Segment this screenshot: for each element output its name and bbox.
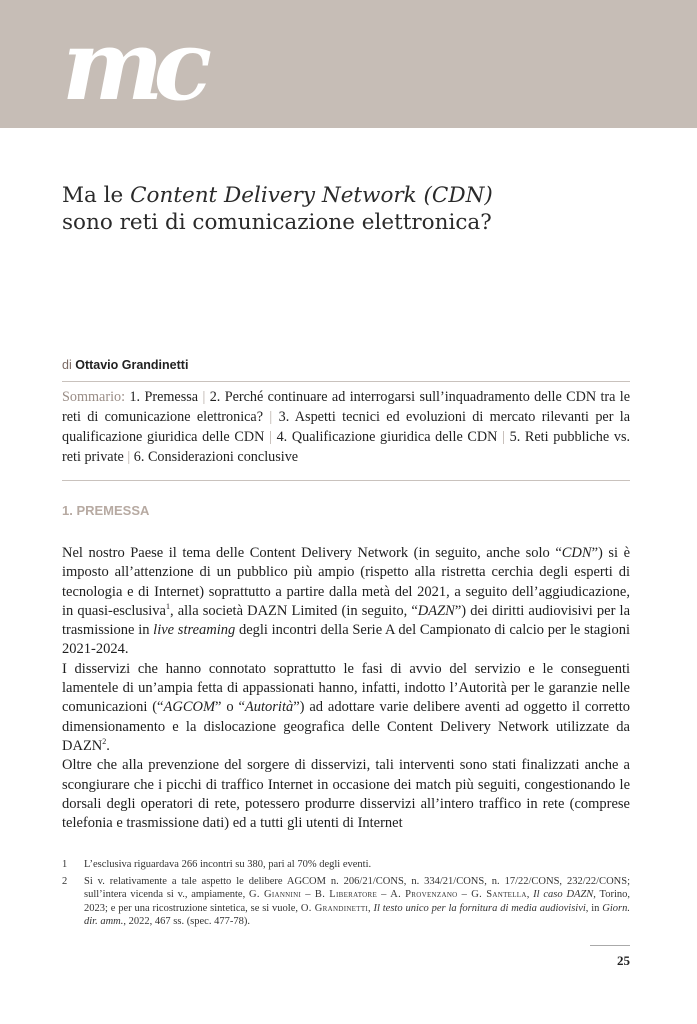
paragraph-1 — [62, 544, 630, 660]
author-line — [62, 358, 188, 372]
author-prefix: di — [62, 358, 72, 372]
footnote-ref-2: 2 — [102, 737, 107, 747]
journal-logo: mc — [62, 9, 203, 122]
text-run: I disservizi che hanno connotato soprattutto le fasi di avvio del servizio e le conseguenti lamentele di un’ampia fetta di appassionati hanno, infatti, indotto l’Autorità per le garanzie nelle comunicazioni (“ — [62, 660, 630, 716]
text-run: Si v. relativamente a tale aspetto le delibere AGCOM n. 206/21/CONS, n. 334/21/CONS, n. 17/22/CONS, 232/22/CONS; sull’intera vicenda si v., ampiamente, — [84, 876, 630, 901]
footnote-2 — [62, 875, 630, 928]
italic-run: Autorità — [244, 699, 294, 716]
footnote-number: 2 — [62, 876, 68, 888]
italic-run: DAZN — [417, 602, 455, 619]
summary-item: 5. Reti pubbliche vs. reti private — [62, 429, 631, 465]
text-run: , — [368, 902, 374, 914]
title-italic: Content Delivery Network (CDN) — [130, 183, 493, 208]
summary-item: 3. Aspetti tecnici ed evoluzioni di mercato rilevanti per la qualificazione giuridica delle CDN — [62, 409, 631, 445]
text-run: . — [106, 737, 110, 754]
paragraph-2 — [62, 660, 630, 756]
text-run: , alla società DAZN Limited (in seguito, “ — [169, 602, 418, 619]
text-run: degli incontri della Serie A del Campionato di calcio per le stagioni 2021-2024. — [62, 622, 630, 658]
paragraph-3: Oltre che alla prevenzione del sorgere di disservizi, tali interventi sono stati finalizzati anche a scongiurare che i picchi di traffico Internet in occasione dei match più seguiti, congestionando le dorsali degli operatori di rete, potessero produrre disservizi all’intero traffico in rete (comprese telefonia e trasmissione dati) ed a tutti gli utenti di Internet — [62, 757, 630, 832]
italic-run: Giorn. dir. amm. — [84, 902, 630, 927]
summary-item: 4. Qualificazione giuridica delle CDN — [276, 429, 498, 445]
footnote-1 — [62, 858, 630, 871]
title-prefix: Ma le — [62, 183, 131, 208]
author-names: G. Giannini – B. Liberatore – A. Provenzano – G. Santella — [249, 889, 527, 901]
author-names: O. Grandinetti — [300, 902, 369, 914]
summary-item: 2. Perché continuare ad interrogarsi sull’inquadramento delle CDN tra le reti di comunicazione elettronica? — [62, 389, 631, 425]
summary-separator: | — [269, 429, 272, 445]
italic-run: AGCOM — [163, 699, 216, 716]
summary-separator: | — [269, 409, 273, 425]
section-heading: 1. PREMESSA — [62, 503, 150, 518]
text-run: , 2022, 467 ss. (spec. 477-78). — [123, 915, 250, 927]
page-number-rule — [590, 945, 630, 946]
summary-bottom-rule — [62, 480, 630, 481]
text-run: ”) dei diritti audiovisivi per la trasmissione in — [62, 602, 631, 639]
body-text — [62, 544, 630, 833]
italic-run: Il caso DAZN — [533, 889, 594, 901]
summary-separator: | — [127, 449, 131, 465]
text-run: , Torino, 2023; e per una ricostruzione sintetica, se si vuole, — [84, 889, 631, 914]
page-number: 25 — [617, 953, 630, 968]
italic-run: CDN — [561, 545, 592, 561]
text-run: ” o “ — [215, 699, 245, 716]
text-run: , in — [585, 902, 603, 914]
footnote-number: 1 — [62, 859, 68, 870]
text-run: ”) si è imposto all’attenzione di un pubblico più ampio (rispetto alla ristretta cerchia degli esperti di tecnologia e di Internet) soprattutto a partire dalla metà del 2021, a seguito dell’aggiudicazione, in quasi-esclusiva — [62, 545, 631, 619]
author-name: Ottavio Grandinetti — [75, 358, 189, 372]
summary-item: 6. Considerazioni conclusive — [133, 449, 299, 465]
text-run: ”) ad adottare varie delibere aventi ad oggetto il corretto dimensionamento e la dislocazione geografica delle Content Delivery Network utilizzate da DAZN — [62, 699, 630, 754]
summary-separator: | — [202, 389, 206, 405]
article-title — [62, 182, 642, 236]
footnote-ref-1: 1 — [165, 602, 170, 612]
text-run: Nel nostro Paese il tema delle Content Delivery Network (in seguito, anche solo “ — [62, 545, 562, 561]
summary-separator: | — [502, 429, 505, 445]
text-run: , — [526, 889, 534, 901]
summary — [62, 387, 630, 467]
footnote-text: L’esclusiva riguardava 266 incontri su 380, pari al 70% degli eventi. — [84, 859, 372, 870]
footnotes — [62, 858, 630, 932]
header-band — [0, 0, 697, 128]
italic-run: Il testo unico per la fornitura di media audiovisivi — [373, 902, 586, 914]
footnote-text — [84, 875, 630, 928]
summary-top-rule — [62, 381, 630, 382]
italic-run: live streaming — [153, 622, 236, 639]
title-line-2: sono reti di comunicazione elettronica? — [62, 210, 492, 235]
summary-label: Sommario: — [62, 389, 126, 405]
summary-item: 1. Premessa — [129, 389, 199, 405]
